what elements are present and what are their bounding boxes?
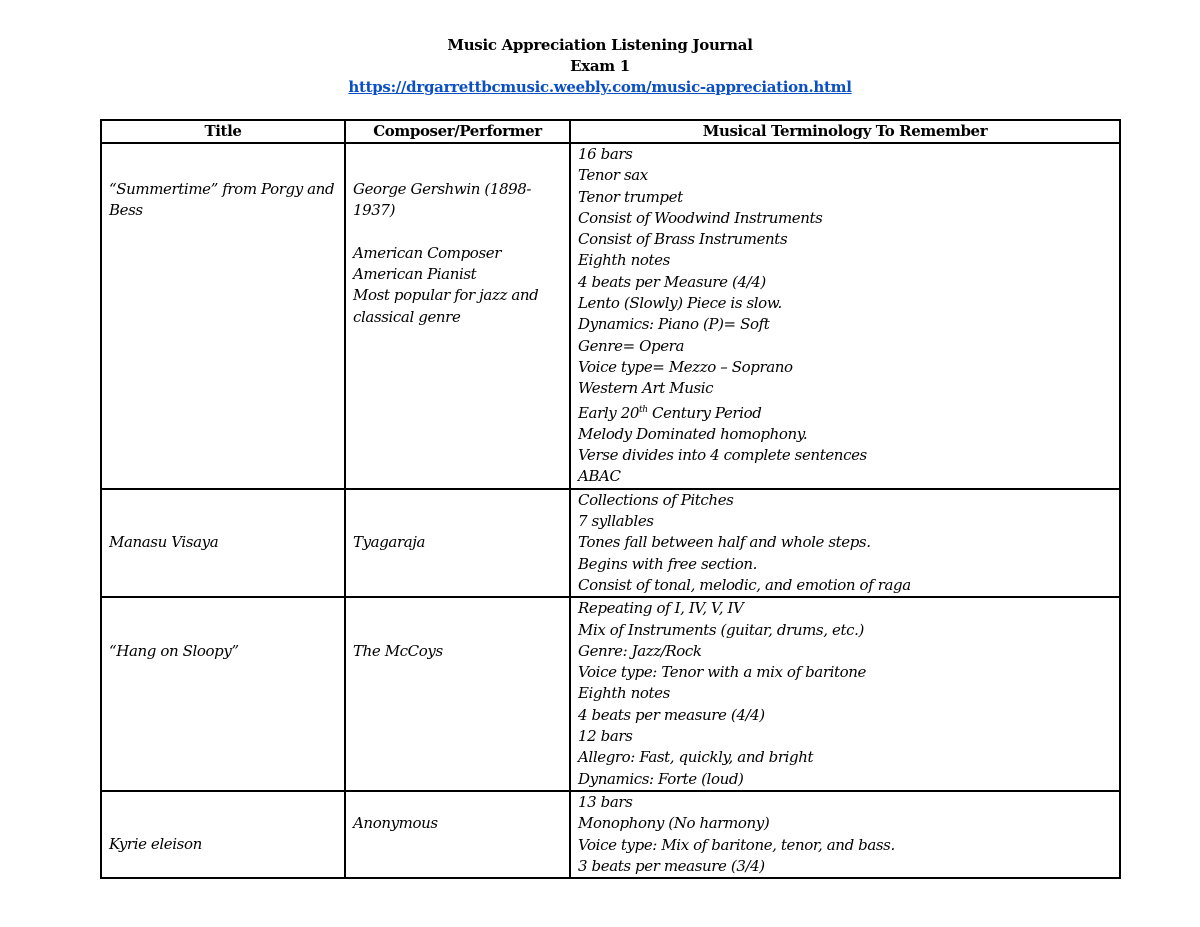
term-item: 12 bars bbox=[578, 727, 633, 746]
piece-title: “Hang on Sloopy” bbox=[109, 642, 239, 661]
term-item: Genre= Opera bbox=[578, 336, 684, 355]
term-item: Eighth notes bbox=[578, 251, 670, 270]
row-terms-cell bbox=[570, 791, 1120, 878]
table-header-row bbox=[101, 120, 1120, 143]
row-terms-cell bbox=[570, 143, 1120, 489]
document-header bbox=[0, 35, 1200, 98]
row-composer-cell bbox=[345, 597, 570, 791]
term-item: 13 bars bbox=[578, 792, 633, 811]
row-composer-cell bbox=[345, 791, 570, 878]
term-item: Mix of Instruments (guitar, drums, etc.) bbox=[578, 620, 864, 639]
term-item: Voice type= Mezzo – Soprano bbox=[578, 357, 793, 376]
table-row bbox=[101, 143, 1120, 489]
term-item: Monophony (No harmony) bbox=[578, 814, 770, 833]
term-item-century bbox=[578, 400, 1112, 424]
piece-title: Kyrie eleison bbox=[109, 835, 202, 854]
term-item: 4 beats per measure (4/4) bbox=[578, 705, 765, 724]
term-superscript: th bbox=[639, 404, 648, 415]
row-title-cell bbox=[101, 597, 345, 791]
term-item: Genre: Jazz/Rock bbox=[578, 641, 702, 660]
column-header-terminology: Musical Terminology To Remember bbox=[570, 120, 1120, 143]
column-header-title: Title bbox=[101, 120, 345, 143]
term-item: Tenor sax bbox=[578, 166, 648, 185]
term-item: 16 bars bbox=[578, 145, 633, 163]
term-item: Voice type: Tenor with a mix of baritone bbox=[578, 663, 866, 682]
table-row bbox=[101, 489, 1120, 597]
table-row bbox=[101, 791, 1120, 878]
composer-spacer bbox=[353, 222, 562, 243]
row-composer-cell bbox=[345, 143, 570, 489]
term-item: Lento (Slowly) Piece is slow. bbox=[578, 294, 782, 313]
row-terms-cell bbox=[570, 597, 1120, 791]
composer-line: George Gershwin (1898-1937) bbox=[353, 180, 532, 220]
term-item: Dynamics: Forte (loud) bbox=[578, 769, 744, 788]
term-item: Verse divides into 4 complete sentences bbox=[578, 446, 867, 465]
term-part: Early 20 bbox=[578, 403, 639, 422]
row-composer-cell bbox=[345, 489, 570, 597]
composer-line: American Composer bbox=[353, 243, 501, 262]
term-item: 7 syllables bbox=[578, 512, 654, 531]
term-item: Melody Dominated homophony. bbox=[578, 424, 808, 443]
row-title-cell bbox=[101, 489, 345, 597]
term-item: Collections of Pitches bbox=[578, 490, 734, 509]
term-item: 4 beats per Measure (4/4) bbox=[578, 272, 766, 291]
column-header-composer: Composer/Performer bbox=[345, 120, 570, 143]
listening-journal-table bbox=[100, 119, 1121, 879]
composer-name: Tyagaraja bbox=[353, 533, 426, 552]
term-item: ABAC bbox=[578, 467, 621, 486]
term-item: Eighth notes bbox=[578, 684, 670, 703]
piece-title: Manasu Visaya bbox=[109, 533, 219, 552]
term-item: Allegro: Fast, quickly, and bright bbox=[578, 748, 814, 767]
composer-name: Anonymous bbox=[353, 814, 438, 833]
composer-line: Most popular for jazz and classical genre bbox=[353, 286, 539, 326]
term-item: Western Art Music bbox=[578, 379, 714, 398]
composer-line: American Pianist bbox=[353, 265, 477, 284]
term-item: Tones fall between half and whole steps. bbox=[578, 533, 871, 552]
piece-title: “Summertime” from Porgy and Bess bbox=[109, 180, 335, 220]
term-item: Consist of Woodwind Instruments bbox=[578, 208, 823, 227]
term-item: Voice type: Mix of baritone, tenor, and bass. bbox=[578, 835, 895, 854]
term-item: Consist of tonal, melodic, and emotion of raga bbox=[578, 575, 911, 594]
document-title: Music Appreciation Listening Journal bbox=[447, 36, 753, 54]
term-item: 3 beats per measure (3/4) bbox=[578, 856, 765, 875]
row-terms-cell bbox=[570, 489, 1120, 597]
table-row bbox=[101, 597, 1120, 791]
term-item: Tenor trumpet bbox=[578, 187, 683, 206]
row-title-cell bbox=[101, 143, 345, 489]
composer-name: The McCoys bbox=[353, 642, 443, 661]
term-item: Consist of Brass Instruments bbox=[578, 230, 788, 249]
document-subtitle: Exam 1 bbox=[570, 57, 630, 75]
row-title-cell bbox=[101, 791, 345, 878]
term-item: Repeating of I, IV, V, IV bbox=[578, 599, 744, 618]
term-item: Begins with free section. bbox=[578, 554, 758, 573]
term-part: Century Period bbox=[647, 403, 762, 422]
course-link[interactable]: https://drgarrettbcmusic.weebly.com/music-appreciation.html bbox=[348, 78, 852, 96]
term-item: Dynamics: Piano (P)= Soft bbox=[578, 315, 770, 334]
